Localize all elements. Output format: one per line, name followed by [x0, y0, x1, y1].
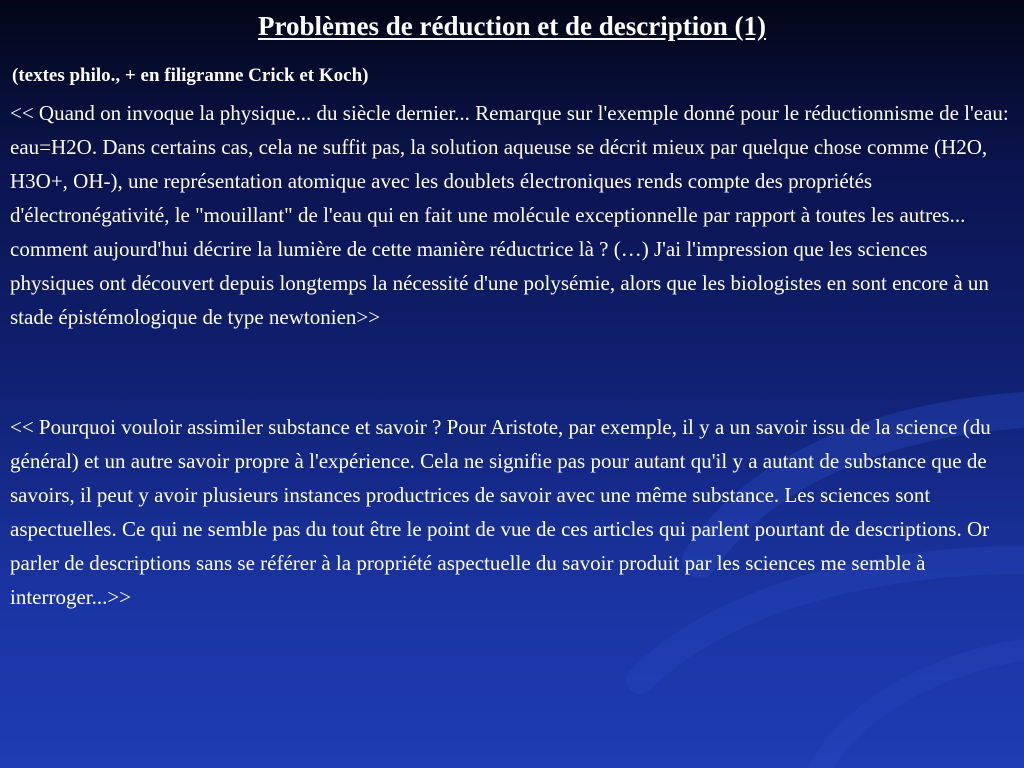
quote-paragraph: << Quand on invoque la physique... du siècle dernier... Remarque sur l'exemple donné pour le réductionnisme de l'eau: eau=H2O. Dans certains cas, cela ne suffit pas, la solution aqueuse se décrit mieux par quelque chose comme (H2O, H3O+, OH-), une représentation atomique avec les doublets électroniques rends compte des propriétés d'électronégativité, le "mouillant" de l'eau qui en fait une molécule exceptionnelle par rapport à toutes les autres... comment aujourd'hui décrire la lumière de cette manière réductrice là ? (…) J'ai l'impression que les sciences physiques ont découvert depuis longtemps la nécessité d'une polysémie, alors que les biologistes en sont encore à un stade épistémologique de type newtonien>> [10, 101, 1009, 329]
slide-subtitle: (textes philo., + en filigranne Crick et Koch) [12, 65, 369, 86]
quote-paragraph: << Pourquoi vouloir assimiler substance et savoir ? Pour Aristote, par exemple, il y a un savoir issu de la science (du général) et un autre savoir propre à l'expérience. Cela ne signifie pas pour autant qu'il y a autant de substance que de savoirs, il peut y avoir plusieurs instances productrices de savoir avec une même substance. Les sciences sont aspectuelles. Ce qui ne semble pas du tout être le point de vue de ces articles qui parlent pourtant de descriptions. Or parler de descriptions sans se référer à la propriété aspectuelle du savoir produit par les sciences me semble à interroger...>> [10, 415, 991, 609]
slide-content [10, 6, 1014, 614]
slide-title: Problèmes de réduction et de description (1) [258, 11, 766, 41]
